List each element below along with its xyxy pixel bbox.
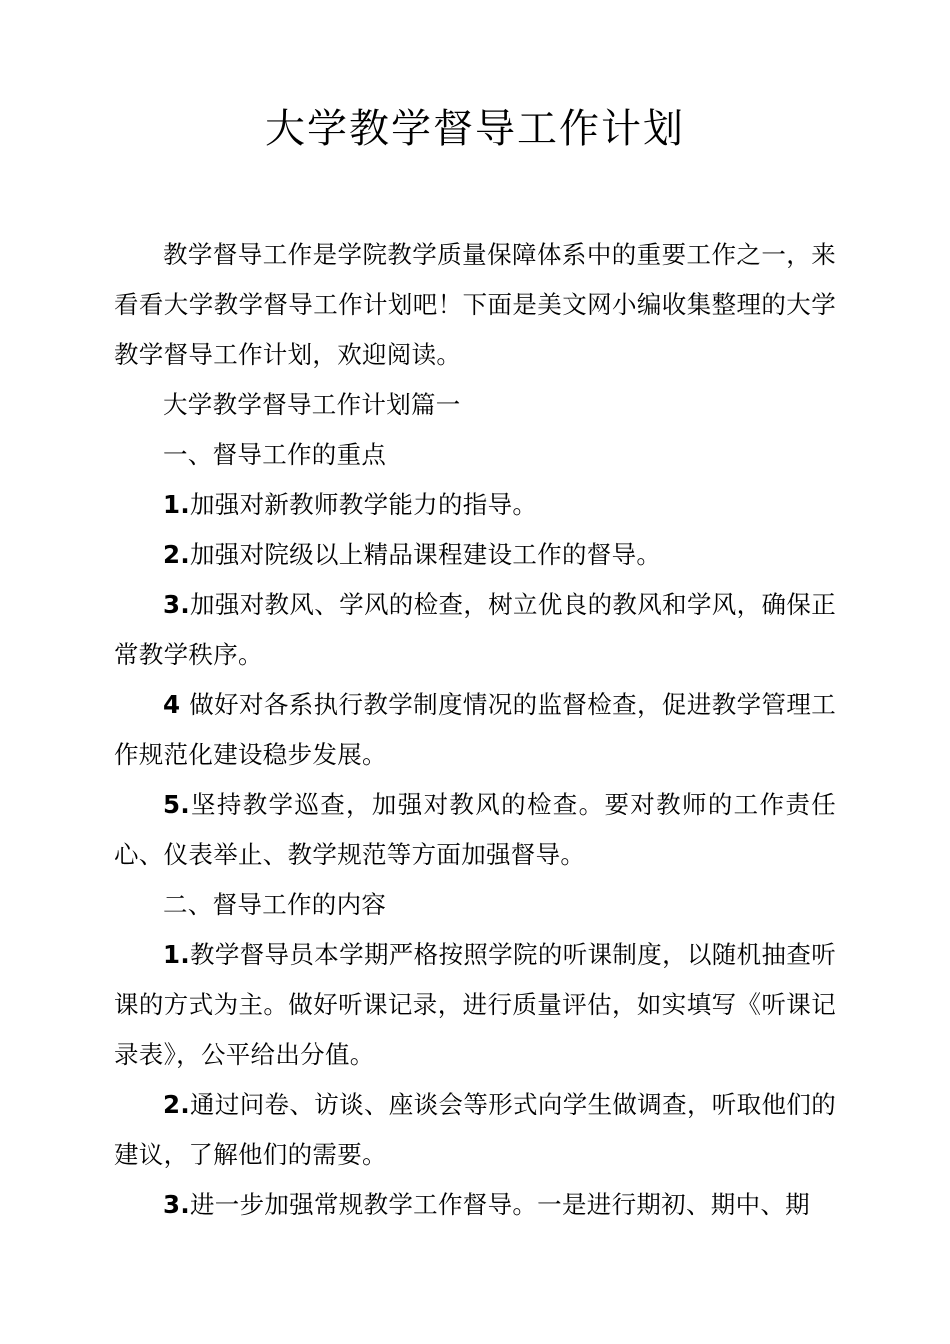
paragraph-text: 教学督导员本学期严格按照学院的听课制度，以随机抽查听课的方式为主。做好听课记录，进行质量评估，如实填写《听课记录表》，公平给出分值。 [114,940,836,1069]
paragraph-text: 一、督导工作的重点 [163,440,387,469]
section-heading-focus [114,430,836,480]
paragraph-number: 4 [163,690,190,719]
paragraph-number: 2. [163,1090,190,1119]
paragraph-number: 1. [163,490,190,519]
paragraph-text: 大学教学督导工作计划篇一 [163,390,461,419]
list-item-focus-5 [114,780,836,880]
document-body [114,230,836,1230]
list-item-focus-4 [114,680,836,780]
paragraph-text: 二、督导工作的内容 [163,890,387,919]
paragraph-text: 教学督导工作是学院教学质量保障体系中的重要工作之一，来看看大学教学督导工作计划吧！下面是美文网小编收集整理的大学教学督导工作计划，欢迎阅读。 [114,240,836,369]
paragraph-number: 3. [163,590,190,619]
section-heading-content [114,880,836,930]
paragraph-text: 进一步加强常规教学工作督导。一是进行期初、期中、期 [189,1190,810,1219]
paragraph-number: 3. [163,1190,190,1219]
list-item-content-1 [114,930,836,1080]
list-item-focus-3 [114,580,836,680]
document-title: 大学教学督导工作计划 [265,106,685,152]
paragraph-text: 加强对新教师教学能力的指导。 [189,490,538,519]
paragraph-number: 1. [163,940,190,969]
list-item-focus-2 [114,530,836,580]
list-item-content-3 [114,1180,836,1230]
paragraph-text: 加强对院级以上精品课程建设工作的督导。 [189,540,662,569]
paragraph-text: 加强对教风、学风的检查，树立优良的教风和学风，确保正常教学秩序。 [114,590,836,669]
paragraph-number: 2. [163,540,190,569]
paragraph-text: 做好对各系执行教学制度情况的监督检查，促进教学管理工作规范化建设稳步发展。 [114,690,837,769]
section-title-plan-one [114,380,836,430]
list-item-content-2 [114,1080,836,1180]
paragraph-text: 坚持教学巡查，加强对教风的检查。要对教师的工作责任心、仪表举止、教学规范等方面加强督导。 [114,790,836,869]
paragraph-number: 5. [163,790,190,819]
paragraph-text: 通过问卷、访谈、座谈会等形式向学生做调查，听取他们的建议，了解他们的需要。 [114,1090,836,1169]
paragraph-intro [114,230,836,380]
list-item-focus-1 [114,480,836,530]
